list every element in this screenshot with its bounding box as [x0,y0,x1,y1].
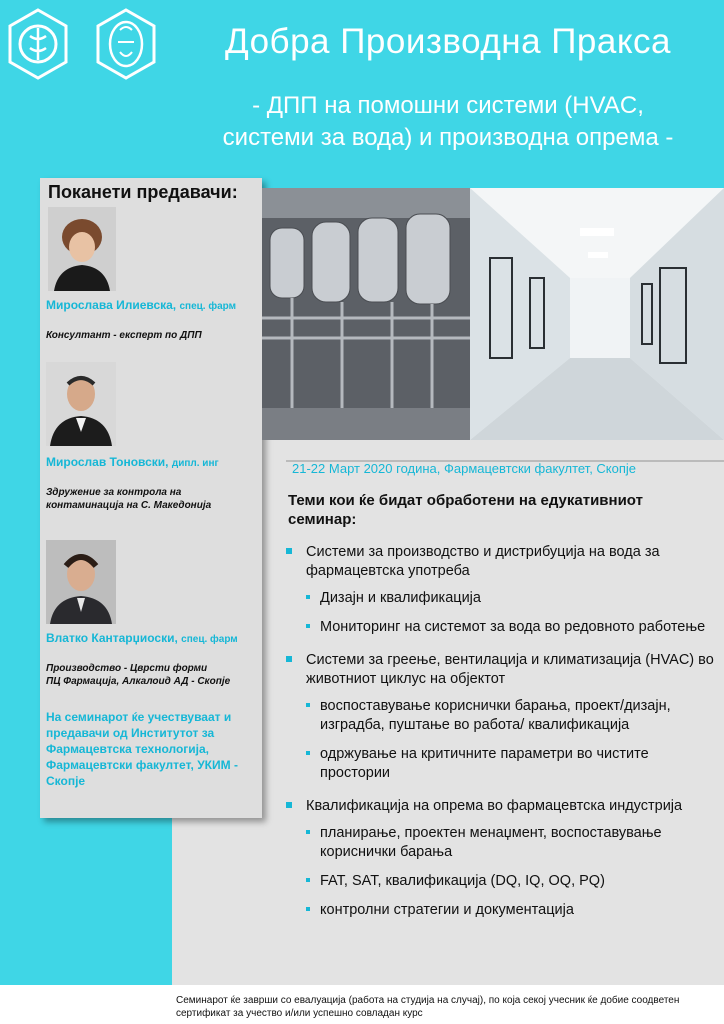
speaker-role-line: ПЦ Фармација, Алкалоид АД - Скопје [46,676,231,687]
speaker-name-2 [46,455,260,471]
speaker-name-text: Мирослава Илиевска, [46,298,177,312]
speaker-title: спец. фарм [179,301,237,312]
topic-text: Системи за производство и дистрибуција на вода за фармацевтска употреба [306,544,660,579]
speaker-role-line: Производство - Цврсти форми [46,663,208,674]
topics-list [284,543,714,934]
portrait-icon [46,540,116,624]
topic-item [284,543,714,637]
speaker-role-line: контаминација на С. Македонија [46,500,212,511]
speaker-name-text: Мирослав Тоновски, [46,455,169,469]
subtopic-item: планирање, проектен менаџмент, воспоставување кориснички барања [306,824,714,862]
event-date: 21-22 Март 2020 година, Фармацевтски факултет, Скопје [292,461,637,476]
topic-item [284,797,714,920]
speaker-role-3 [46,662,260,688]
speaker-photo-3 [46,540,116,624]
water-system-photo [262,188,470,440]
water-tanks-icon [262,188,470,440]
subtitle-line-1: - ДПП на помошни системи (HVAC, [252,92,644,119]
speaker-name-text: Влатко Кантарџиоски, [46,631,178,645]
speaker-title: спец. фарм [181,634,238,645]
topic-text: Системи за греење, вентилација и климатизација (HVAC) во животниот циклус на објектот [306,652,714,687]
cleanroom-corridor-photo [470,188,724,440]
faculty-logo-icon [6,8,70,80]
subtopic-item: одржување на критичните параметри во чистите простории [306,745,714,783]
subtopic-list [306,824,714,920]
subtopic-item: воспоставување кориснички барања, проект/дизајн, изградба, пуштање во работа/ квалификација [306,697,714,735]
subtopic-list [306,697,714,783]
topic-text: Квалификација на опрема во фармацевтска индустрија [306,798,683,814]
portrait-icon [46,362,116,446]
subtopic-item: контролни стратегии и документација [306,901,714,920]
speaker-name-3 [46,631,260,647]
speaker-name-1 [46,298,260,314]
portrait-icon [48,207,116,291]
speaker-role-2 [46,486,260,512]
subtopic-item: FAT, SAT, квалификација (DQ, IQ, OQ, PQ) [306,872,714,891]
subtopic-list [306,589,714,637]
subtopic-item: Мониторинг на системот за вода во редовното работење [306,618,714,637]
topics-heading: Теми кои ќе бидат обработени на едукативниот семинар: [288,492,643,528]
subtopic-item: Дизајн и квалификација [306,589,714,608]
speaker-title: дипл. инг [171,458,219,469]
speaker-photo-2 [46,362,116,446]
speaker-role-1 [46,329,260,342]
page-title: Добра Производна Пракса [224,22,672,61]
university-seal-icon [94,8,158,80]
subtitle-line-2: системи за вода) и производна опрема - [222,124,674,151]
speaker-role-line: Здружение за контрола на [46,487,182,498]
institute-note: На семинарот ќе учествуваат и предавачи од Институтот за Фармацевтска технологија, Фармацевтски факултет, УКИМ - Скопје [46,710,238,788]
corridor-icon [470,188,724,440]
speakers-heading: Поканети предавачи: [48,182,238,202]
speaker-role-line: Консултант - експерт по ДПП [46,330,202,341]
footer-note: Семинарот ќе заврши со евалуација (работа на студија на случај), по која секој учесник ќе добие соодветен сертификат за учество и/или успешно совладан курс [176,995,680,1019]
topic-item [284,651,714,783]
speaker-photo-1 [48,207,116,291]
page-subtitle [172,90,724,154]
